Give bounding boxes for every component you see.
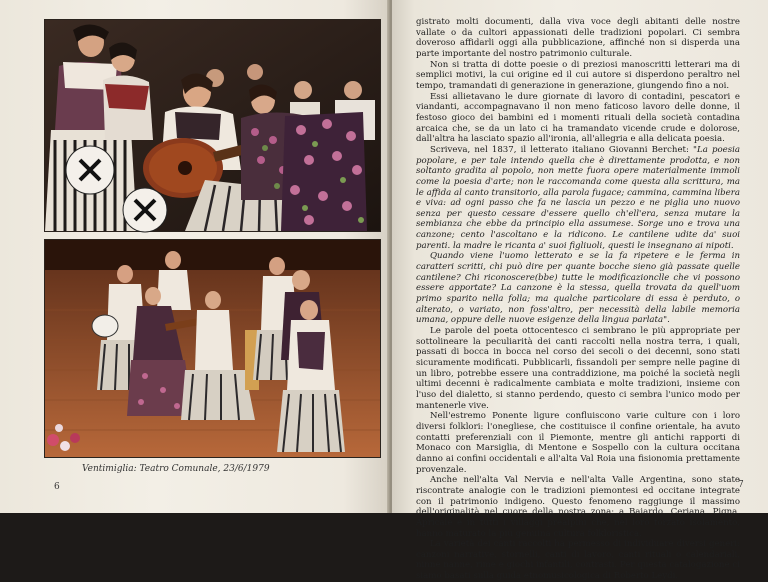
page-number-left: 6 (54, 482, 60, 492)
paragraph-7: Nell'estremo Ponente ligure confluiscono varie culture con i loro diversi folklori: l'onegliese, che costituisce il confine orientale, ha avuto contatti preferenziali con il Piemonte, mentre gli antichi rapporti di Monaco con Marsiglia, di Mentone e Sospello con la cultura occitana danno ai confini occidentali e all'alta Val Roia una fisionomia prettamente provenzale. (416, 411, 740, 475)
paragraph-9: La varietà dei canti raccolti ha permesso di individuare diversi generi: canzoni narrative, stornelli, canti di lavoro, canti rituali o calendariali, ninne nanne, rime e giochi infantili, contrasti. Per questa catalogazione ci siamo basati sulla guida etnomusicologica di Roberto Leydi. (416, 539, 740, 582)
photo-theatre-stage (45, 240, 380, 457)
page-number-right: 7 (738, 480, 744, 490)
paragraph-3: Essi allietavano le dure giornate di lavoro di contadini, pescatori e viandanti, accompagnavano il non meno faticoso lavoro delle donne, il festoso gioco dei bambini ed i momenti rituali della società contadina arcaica che, se da un lato ci ha tramandato vicende crude e dolorose, dall'altra ha lasciato spazio all'ironia, all'allegria e alla delicata poesia. (416, 91, 740, 145)
paragraph-4-intro: Scriveva, nel 1837, il letterato italiano Giovanni Berchet: (430, 144, 694, 155)
paragraph-2: Non si tratta di dotte poesie o di preziosi manoscritti letterari ma di semplici motivi, la cui origine ed il cui autore si disperdono peraltro nel tempo, tramandati di generazione in generazione, giungendo fino a noi. (416, 59, 740, 91)
paragraph-8: Anche nell'alta Val Nervia e nell'alta Valle Argentina, sono state riscontrate analogie con le tradizioni piemontesi ed occitane integrate con il patrimonio indigeno. Questo fenomeno raggiunge il massimo dell'originalità nel cuore della nostra zona: a Baiardo, Ceriana, Pigna, Apricale e in tutti i villaggi prealpini che, nel loro forzato isolamento, hanno maturato la più genuina cultura folkloristica. (416, 475, 740, 539)
body-text (416, 17, 740, 582)
photo-folk-group-guitar (45, 20, 380, 231)
berchet-quote-2: Quando viene l'uomo letterato e se la fa ripetere e le ferma in caratteri scritti, chi può dire per quante bocche sieno già passate quelle cantilene? Chi riconoscere(bbe) tutte le modificazionclle che vi possono essere apportate? La canzone è la stessa, quella trovata da quell'uom primo sparito nella folla; ma qualche particolare di essa è perduto, o alterato, o variato, non foss'altro, per necessità della labile memoria umana, oppure delle nuove esigenze della lingua parlata". (416, 251, 740, 326)
paragraph-5 (416, 251, 740, 326)
right-page (392, 0, 768, 582)
patterned-shawl (281, 112, 367, 231)
paragraph-6: Le parole del poeta ottocentesco ci sembrano le più appropriate per sottolineare la peculiarità dei canti raccolti nella nostra terra, i quali, passati di bocca in bocca nel corso dei secoli o dei decenni, sono stati sicuramente modificati. Pubblicarli, fissandoli per sempre nelle pagine di un libro, potrebbe essere una contraddizione, ma poiché la società negli ultimi decenni è radicalmente cambiata e molte tradizioni, insieme con l'uso del dialetto, si stanno perdendo, questo ci sembra l'unico modo per mantenerle vive. (416, 326, 740, 411)
paragraph-4 (416, 145, 740, 252)
left-page (0, 0, 390, 513)
berchet-quote-1: "La poesia popolare, e per tale intendo quella che è direttamente prodotta, e non soltanto gradita al popolo, non mette fuora opere materialmente immoli come la poesia d'arte; non le raccomanda come questa alla scrittura, ma le affida al canto transitorio, alla parola fugace; cammina, cammina libera e viva: ad ogni passo che fa ne lascia un pezzo e ne piglia uno nuovo senza per questo cessare d'essere quello ch'ell'era, senza mutare la sembianza che ebbe da principio ella assumese. Sorge uno e trova una canzone; cento l'ascoltano e la ridicono. Le cantilene udite da' suoi parenti. la madre le ricanta a' suoi figliuoli, questi le insegnano ai nipoti. (416, 144, 740, 251)
photo-caption: Ventimiglia: Teatro Comunale, 23/6/1979 (82, 464, 270, 474)
paragraph-1: gistrato molti documenti, dalla viva voce degli abitanti delle nostre vallate o da cultori appassionati delle tradizioni popolari. Ci sembra doveroso affidarli oggi alla pubblicazione, affinché non si disperda una parte importante del nostro patrimonio culturale. (416, 17, 740, 59)
